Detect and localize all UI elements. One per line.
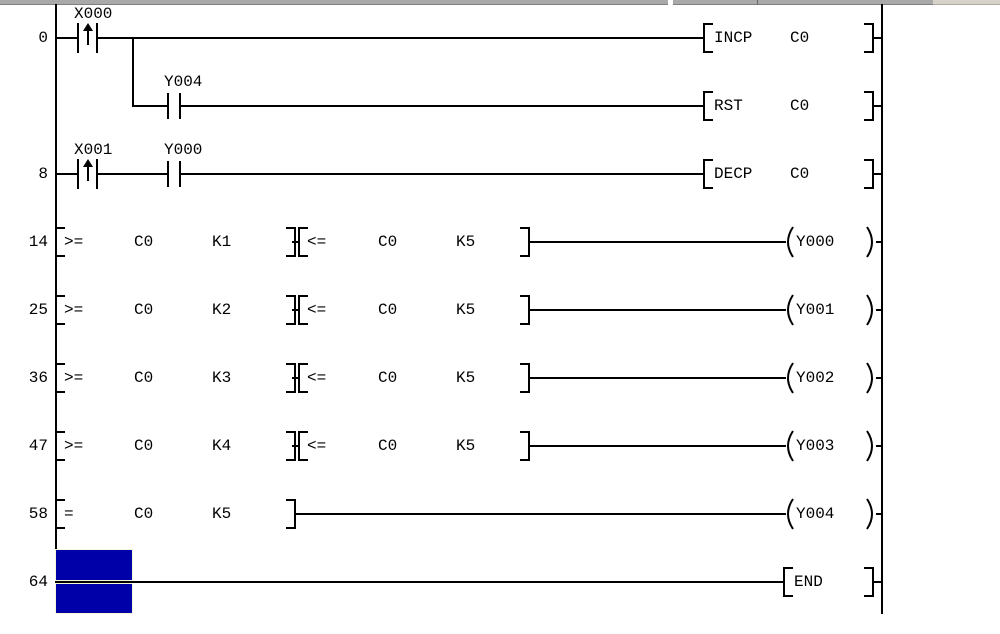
compare-operand[interactable]: C0 (134, 505, 154, 523)
instruction-open-bracket (703, 23, 713, 53)
compare-operand[interactable]: C0 (134, 233, 154, 251)
coil-label[interactable]: Y002 (796, 369, 835, 387)
compare-close-bracket (520, 363, 530, 393)
rung-wire (55, 37, 77, 39)
step-number: 64 (28, 573, 48, 591)
instruction-open-bracket (783, 567, 793, 597)
toolbar-edge-notch (668, 0, 673, 6)
instruction-operand[interactable]: C0 (790, 97, 810, 115)
rising-pulse-contact-symbol (77, 159, 79, 189)
rising-edge-arrow-icon (87, 29, 89, 45)
step-number: 36 (28, 369, 48, 387)
compare-close-bracket (520, 431, 530, 461)
instruction-mnemonic[interactable]: INCP (714, 29, 753, 47)
compare-operand[interactable]: K5 (456, 437, 476, 455)
compare-operand[interactable]: K5 (456, 233, 476, 251)
rail-stub-wire (874, 105, 882, 107)
toolbar-edge-strip (0, 0, 933, 5)
compare-operator[interactable]: >= (64, 233, 84, 251)
branch-vertical-wire (132, 37, 134, 107)
rail-stub-wire (876, 445, 882, 447)
instruction-operand[interactable]: C0 (790, 165, 810, 183)
coil-label[interactable]: Y000 (796, 233, 835, 251)
compare-close-bracket (520, 295, 530, 325)
instruction-close-bracket (864, 567, 874, 597)
rung-wire (530, 445, 786, 447)
rung-wire (98, 37, 703, 39)
edit-cursor-block[interactable] (55, 549, 133, 581)
rung-wire (530, 241, 786, 243)
compare-operator[interactable]: = (64, 505, 74, 523)
compare-operand[interactable]: K5 (456, 301, 476, 319)
no-contact-symbol (167, 93, 169, 119)
instruction-open-bracket (703, 91, 713, 121)
coil-label[interactable]: Y003 (796, 437, 835, 455)
compare-operator[interactable]: >= (64, 301, 84, 319)
instruction-open-bracket (703, 159, 713, 189)
rung-wire (530, 309, 786, 311)
instruction-mnemonic[interactable]: DECP (714, 165, 753, 183)
rising-pulse-contact-symbol (77, 23, 79, 53)
rail-stub-wire (876, 309, 882, 311)
step-number: 58 (28, 505, 48, 523)
rising-edge-arrowhead-icon (83, 159, 93, 167)
toolbar-edge-strip-right (933, 0, 1000, 5)
step-number: 0 (38, 29, 48, 47)
toolbar-edge-divider (757, 0, 758, 5)
rung-wire (181, 105, 703, 107)
contact-label[interactable]: X000 (74, 5, 113, 23)
compare-close-bracket (286, 499, 296, 529)
rail-stub-wire (874, 37, 882, 39)
compare-close-bracket (520, 227, 530, 257)
rung-wire (98, 173, 167, 175)
compare-operand[interactable]: C0 (134, 301, 154, 319)
instruction-mnemonic[interactable]: RST (714, 97, 743, 115)
contact-label[interactable]: Y004 (164, 73, 203, 91)
rung-wire (132, 105, 167, 107)
compare-operand[interactable]: K3 (212, 369, 232, 387)
instruction-close-bracket (864, 23, 874, 53)
compare-operand[interactable]: K1 (212, 233, 232, 251)
rung-wire (530, 377, 786, 379)
coil-label[interactable]: Y004 (796, 505, 835, 523)
step-number: 14 (28, 233, 48, 251)
compare-operator[interactable]: >= (64, 369, 84, 387)
compare-operator[interactable]: <= (307, 369, 327, 387)
rung-wire (296, 513, 786, 515)
rail-stub-wire (874, 581, 882, 583)
edit-cursor-block[interactable] (55, 583, 133, 614)
compare-operand[interactable]: C0 (134, 369, 154, 387)
compare-operator[interactable]: >= (64, 437, 84, 455)
compare-operand[interactable]: C0 (378, 301, 398, 319)
compare-operand[interactable]: K4 (212, 437, 232, 455)
compare-operand[interactable]: C0 (378, 233, 398, 251)
rail-stub-wire (876, 513, 882, 515)
instruction-mnemonic[interactable]: END (794, 573, 823, 591)
compare-operator[interactable]: <= (307, 233, 327, 251)
compare-operand[interactable]: C0 (134, 437, 154, 455)
compare-operand[interactable]: C0 (378, 369, 398, 387)
rising-edge-arrow-icon (87, 165, 89, 181)
rung-wire (55, 173, 77, 175)
step-number: 8 (38, 165, 48, 183)
compare-operator[interactable]: <= (307, 437, 327, 455)
compare-operand[interactable]: K5 (456, 369, 476, 387)
contact-label[interactable]: X001 (74, 141, 113, 159)
instruction-close-bracket (864, 91, 874, 121)
compare-operator[interactable]: <= (307, 301, 327, 319)
rising-edge-arrowhead-icon (83, 23, 93, 31)
contact-label[interactable]: Y000 (164, 141, 203, 159)
rail-stub-wire (876, 377, 882, 379)
step-number: 25 (28, 301, 48, 319)
instruction-operand[interactable]: C0 (790, 29, 810, 47)
coil-label[interactable]: Y001 (796, 301, 835, 319)
step-number: 47 (28, 437, 48, 455)
no-contact-symbol (167, 161, 169, 187)
instruction-close-bracket (864, 159, 874, 189)
rung-wire (55, 581, 783, 583)
compare-operand[interactable]: K5 (212, 505, 232, 523)
rail-stub-wire (874, 173, 882, 175)
compare-operand[interactable]: C0 (378, 437, 398, 455)
rail-stub-wire (876, 241, 882, 243)
compare-operand[interactable]: K2 (212, 301, 232, 319)
rung-wire (181, 173, 703, 175)
